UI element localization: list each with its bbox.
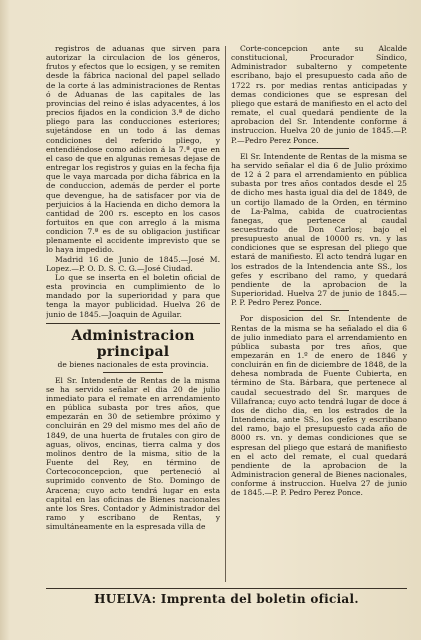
short-divider <box>103 372 163 373</box>
right-column <box>231 44 407 584</box>
section-subheading: de bienes nacionales de esta provincia. <box>57 359 209 369</box>
paragraph-inserta: Lo que se inserta en el boletin oficial de esta provincia en cumplimiento de lo mandado por la superioridad y para que tenga la mayor publicidad. Huelva 26 de junio de 1845.—Joaquin de Aguilar. <box>46 272 220 319</box>
paragraph-dehesa-fuente-cubierta: Por disposicion del Sr. Intendente de Rentas de la misma se ha señalado el dia 6 de julio inmediato para el arrendamiento en pública subasta por tres años, que empezarán en 1.º de enero de 1846 y concluirán en fin de diciembre de 1848, de la dehesa nombrada de Fuente Cubierta, en término de Sta. Bárbara, que pertenece al caudal secuestrado del Sr. marques de Villafranca; cuyo acto tendrá lugar de doce á dos de dicho dia, en los estrados de la Intendencia, ante SS., los gefes y escribano del ramo, bajo el presupuesto cada año de 8000 rs. vn. y demas condiciones que se espresan del pliego que estará de manifiesto en el acto del remate, el cual quedará pendiente de la aprobacion de la Administracion general de Bienes nacionales, conforme á instruccion. Huelva 27 de junio de 1845.—P. P. Pedro Perez Ponce. <box>231 314 407 498</box>
paragraph-huerta-fuente-del-rey: El Sr. Intendente de Rentas de la misma se ha servido señalar el dia 20 de julio inmediato para el remate en arrendamiento en pública subasta por tres años, que empezarán en 30 de setiembre próximo y concluirán en 29 del mismo mes del año de 1849, de una huerta de frutales con giro de aguas, olivos, encinas, tierra calma y dos molinos dentro de la misma, sitio de la Fuente del Rey, en término de Cortecoconcepcion, que perteneció al suprimido convento de Sto. Domingo de Aracena; cuyo acto tendrá lugar en esta capital en las oficinas de Bienes nacionales ante los Sres. Contador y Administrador del ramo y escribano de Rentas, y simultáneamente en la espresada villa de <box>46 375 220 532</box>
paragraph-corte-concepcion: Corte-concepcion ante su Alcalde constitucional, Procurador Síndico, Administrador subalterno y competente escribano, bajo el presupuesto cada año de 1722 rs. por medias rentas anticipadas y demas condiciones que se espresan del pliego que estará de manifiesto en el acto del remate, el cual quedará pendiente de la aprobacion del Sr. Intendente conforme á instruccion. Huelva 20 de junio de 1845.—P. P.—Pedro Perez Ponce. <box>231 44 407 145</box>
short-divider <box>289 148 349 149</box>
printer-imprint: HUELVA: Imprenta del boletin oficial. <box>46 588 407 606</box>
short-divider <box>289 310 349 311</box>
section-heading: Administracion principal <box>71 327 195 360</box>
paragraph-registros: registros de aduanas que sirven para autorizar la circulacion de los géneros, frutos y efectos que lo ecsigen, y se remiten desde la fábrica nacional del papel sellado de la corte á las administraciones de Rentas ó de Aduanas de las capitales de las provincias del reino é islas adyacentes, á los precios fijados en la condicion 3.ª de dicho pliego para las conducciones esteriores; sujetándose en un todo á las demas condiciones del referido pliego, y entendiéndose como adicion á la 7.ª que en el caso de que en algunas remesas dejase de entregar los registros y guias en la fecha fija que le vaya marcada por dicha fábrica en la de conduccion, además de perder el porte que devengue, ha de satisfacer por via de perjuicios á la Hacienda en dicho demora la cantidad de 200 rs. escepto en los casos fortuitos en que con arreglo á la misma condicion 7.ª es de su obligacion justificar plenamente el accidente imprevisto que se lo haya impedido. <box>46 44 220 255</box>
paragraph-cortijo-la-orden: El Sr. Intendente de Rentas de la misma se ha servido señalar el dia 6 de Julio próximo de 12 á 2 para el arrendamiento en pública subasta por tres años contados desde el 25 de dicho mes hasta igual dia del de 1849, de un cortijo llamado de la Orden, en término de La-Palma, cabida de cuatrocientas fanegas, que pertenece al caudal secuestrado de Don Carlos; bajo el presupuesto anual de 10000 rs. vn. y las condiciones que se espresan del pliego que estará de manifiesto. El acto tendrá lugar en los estrados de la Intendencia ante SS., los gefes y escribano del ramo, y quedará pendiente de la aprobacion de la Superioridad. Huelva 27 de junio de 1845.—P. P. Pedro Perez Ponce. <box>231 151 407 308</box>
section-divider <box>46 323 220 324</box>
left-column <box>46 44 220 584</box>
column-divider <box>225 46 226 582</box>
paragraph-madrid-signature: Madrid 16 de Junio de 1845.—José M. Lopez.—P. O. D. S. C. G.—José Ciudad. <box>46 254 220 273</box>
